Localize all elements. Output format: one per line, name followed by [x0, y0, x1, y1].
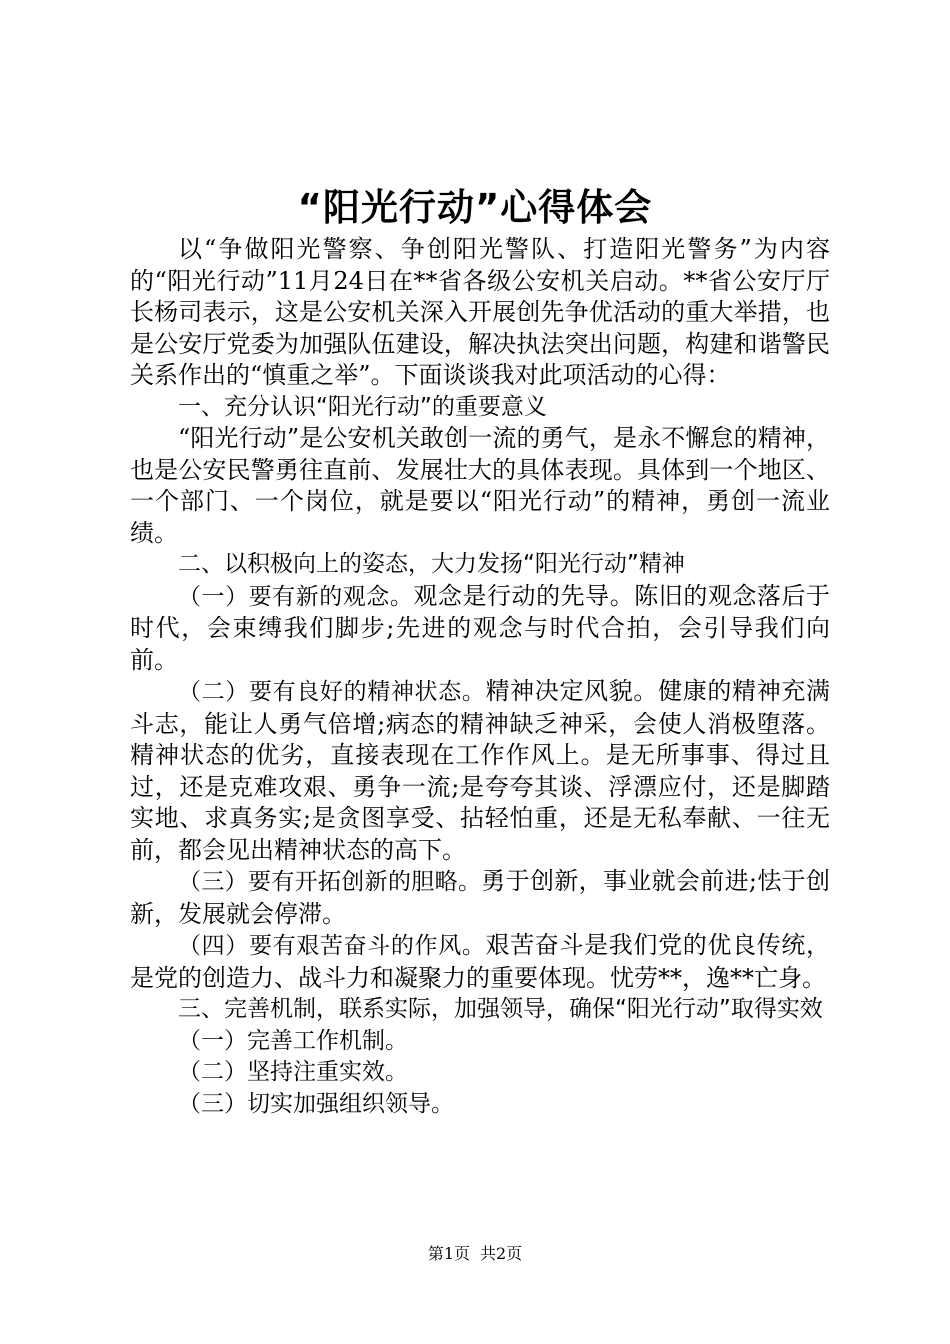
page-total: 共2页 [480, 1244, 523, 1263]
document-title: “阳光行动”心得体会 [297, 186, 653, 229]
section-2-item-text: 勇于创新，事业就会前进;怯于创新，发展就会停滞。 [130, 867, 830, 928]
section-2-item-lead: （二）要有良好的精神状态。 [178, 679, 486, 705]
section-1-heading: 一、充分认识“阳光行动”的重要意义 [178, 393, 547, 420]
section-2-item-text: 观念是行动的先导。陈旧的观念落后于时代，会束缚我们脚步;先进的观念与时代合拍，会引导我们向前。 [130, 581, 831, 674]
section-2-item-lead: （四）要有艰苦奋斗的作风。 [178, 933, 486, 959]
page-footer [0, 1243, 950, 1265]
section-1-paragraph: “阳光行动”是公安机关敢创一流的勇气，是永不懈怠的精神，也是公安民警勇往直前、发展壮大的具体表现。具体到一个地区、一个部门、一个岗位，就是要以“阳光行动”的精神，勇创一流业绩。 [130, 424, 830, 547]
section-2-item-lead: （一）要有新的观念。 [178, 583, 414, 610]
intro-paragraph: 以“争做阳光警察、争创阳光警队、打造阳光警务”为内容的“阳光行动”11月24日在**省各级公安机关启动。**省公安厅厅长杨司表示，这是公安机关深入开展创先争优活动的重大举措，也是公安厅党委为加强队伍建设，解决执法突出问题，构建和谐警民关系作出的“慎重之举”。下面谈谈我对此项活动的心得： [130, 235, 830, 389]
section-2-item-text: 艰苦奋斗是我们党的优良传统，是党的创造力、战斗力和凝聚力的重要体现。忧劳**，逸**亡身。 [130, 931, 830, 992]
section-2-item [130, 581, 830, 677]
section-2-heading: 二、以积极向上的姿态，大力发扬“阳光行动”精神 [178, 551, 685, 577]
section-3-item: （二）坚持注重实效。 [178, 1059, 408, 1085]
section-3-heading: 三、完善机制，联系实际，加强领导，确保“阳光行动”取得实效 [178, 996, 823, 1022]
section-2-item [130, 930, 830, 994]
section-3-item: （三）切实加强组织领导。 [178, 1090, 454, 1117]
document-body [130, 234, 830, 1120]
section-2-item [130, 676, 830, 866]
section-3-item: （一）完善工作机制。 [178, 1027, 408, 1054]
section-2-item-text: 精神决定风貌。健康的精神充满斗志，能让人勇气倍增;病态的精神缺乏神采，会使人消极堕落。精神状态的优劣，直接表现在工作作风上。是无所事事、得过且过，还是克难攻艰、勇争一流;是夸夸其谈、浮漂应付，还是脚踏实地、求真务实;是贪图享受、拈轻怕重，还是无私奉献、一往无前，都会见出精神状态的高下。 [130, 677, 830, 864]
section-2-item-lead: （三）要有开拓创新的胆略。 [178, 869, 482, 895]
section-2-item [130, 866, 830, 930]
page-number: 第1页 [427, 1244, 470, 1263]
